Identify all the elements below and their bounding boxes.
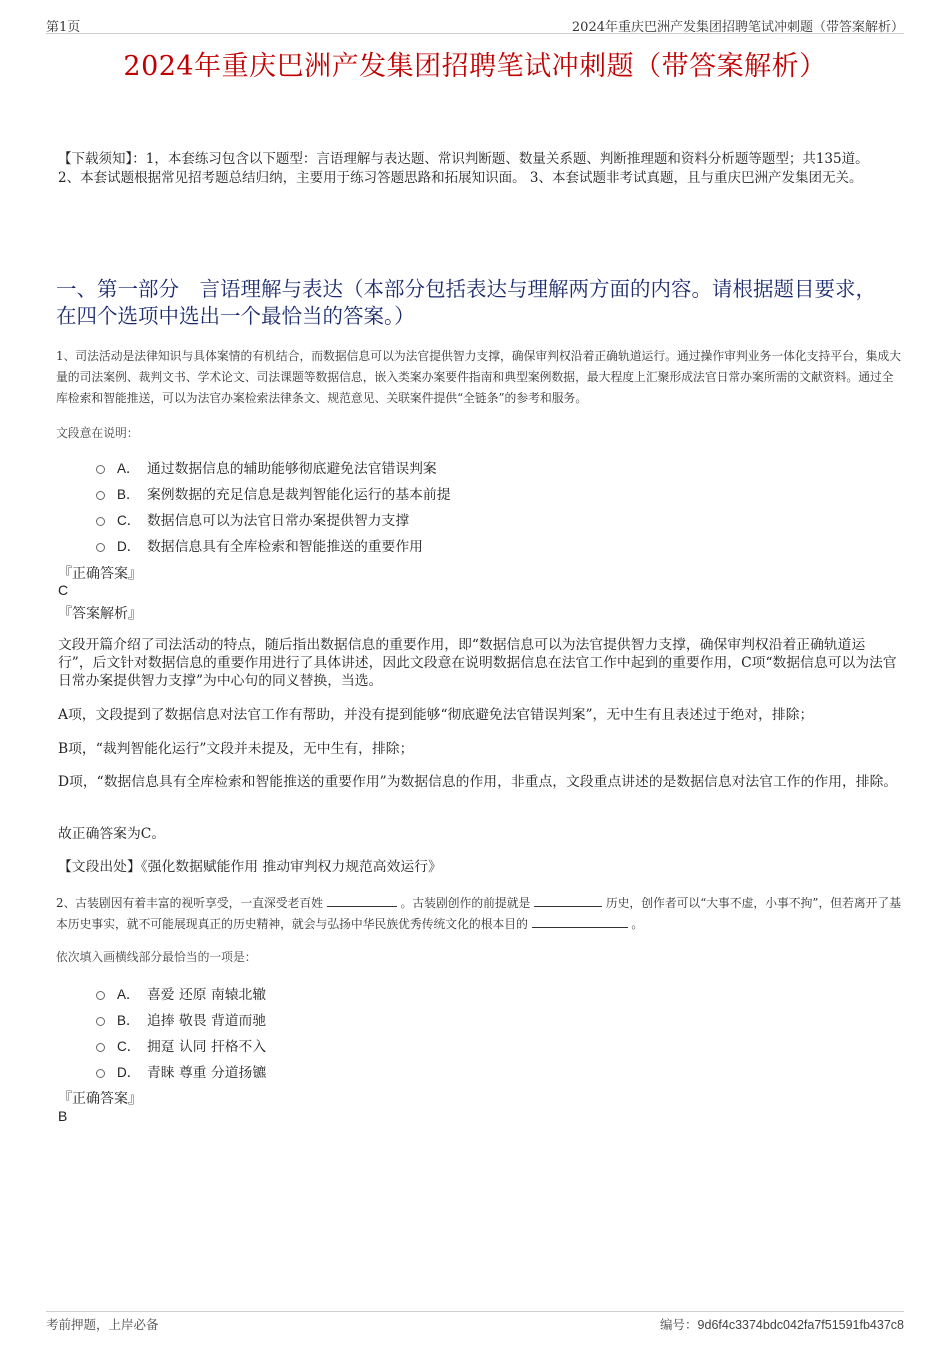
header-doc-title: 2024年重庆巴洲产发集团招聘笔试冲刺题（带答案解析） <box>571 20 904 35</box>
radio-icon[interactable] <box>96 1043 105 1052</box>
question-1-analysis-paragraph: B项，“裁判智能化运行”文段并未提及，无中生有，排除； <box>58 741 414 757</box>
footer-slogan: 考前押题，上岸必备 <box>46 1317 159 1332</box>
radio-icon[interactable] <box>96 1017 105 1026</box>
option-letter: B． <box>117 1013 140 1028</box>
radio-icon[interactable] <box>96 465 105 474</box>
fill-blank-3 <box>532 916 628 928</box>
question-1-answer: C <box>58 582 69 598</box>
option-text: 案例数据的充足信息是裁判智能化运行的基本前提 <box>147 487 451 503</box>
page-number: 第1页 <box>46 20 81 35</box>
option-text: 数据信息具有全库检索和智能推送的重要作用 <box>147 539 423 555</box>
question-1-option-c[interactable] <box>96 509 409 529</box>
question-1-analysis-paragraph: 故正确答案为C。 <box>58 826 166 842</box>
download-notice: 【下载须知】：1，本套练习包含以下题型：言语理解与表达题、常识判断题、数量关系题、判断推理题和资料分析题等题型；共135道。 2、本套试题根据常见招考题总结归纳，主要用于练习答题思路和拓展知识面。 3、本套试题非考试真题，且与重庆巴洲产发集团无关。 <box>58 151 869 186</box>
option-text: 青睐 尊重 分道扬镳 <box>147 1065 267 1081</box>
question-2-option-b[interactable] <box>96 1009 266 1029</box>
question-1-option-d[interactable] <box>96 535 423 555</box>
question-1-prompt: 文段意在说明： <box>56 426 139 440</box>
fill-blank-2 <box>534 895 602 907</box>
question-2-text-part: 2、古装剧因有着丰富的视听享受，一直深受老百姓 <box>56 896 324 910</box>
section-heading: 一、第一部分 言语理解与表达（本部分包括表达与理解两方面的内容。请根据题目要求，在四个选项中选出一个最恰当的答案。） <box>56 277 876 328</box>
question-1-source: 【文段出处】《强化数据赋能作用 推动审判权力规范高效运行》 <box>58 859 442 875</box>
option-letter: D． <box>117 1065 141 1080</box>
question-2-option-c[interactable] <box>96 1035 266 1055</box>
option-text: 通过数据信息的辅助能够彻底避免法官错误判案 <box>147 461 437 477</box>
question-2-option-d[interactable] <box>96 1061 266 1081</box>
radio-icon[interactable] <box>96 991 105 1000</box>
option-text: 追捧 敬畏 背道而驰 <box>147 1013 267 1029</box>
footer-divider <box>46 1311 904 1312</box>
radio-icon[interactable] <box>96 517 105 526</box>
question-2-text-part: 。 <box>631 917 644 931</box>
question-2-prompt: 依次填入画横线部分最恰当的一项是： <box>56 950 257 964</box>
footer-code-label: 编号： <box>660 1317 698 1332</box>
option-letter: D． <box>117 539 141 554</box>
question-2-answer-label: 『正确答案』 <box>58 1091 142 1107</box>
option-text: 拥趸 认同 扞格不入 <box>147 1039 267 1055</box>
option-letter: C． <box>117 513 141 528</box>
question-2-text-part: 历史，创作者可以“大事不虚，小事不拘”，但若离开了基本历史事实，就不可能展现真正的历史精神，就会与弘扬中华民族优秀传统文化的根本目的 <box>56 896 902 931</box>
footer-code <box>660 1315 904 1333</box>
radio-icon[interactable] <box>96 543 105 552</box>
option-letter: A． <box>117 461 140 476</box>
option-letter: B． <box>117 487 140 502</box>
option-text: 数据信息可以为法官日常办案提供智力支撑 <box>147 513 410 529</box>
question-1-option-a[interactable] <box>96 457 437 477</box>
radio-icon[interactable] <box>96 1069 105 1078</box>
header-divider <box>46 33 904 34</box>
question-2-text <box>56 893 902 935</box>
document-title: 2024年重庆巴洲产发集团招聘笔试冲刺题（带答案解析） <box>123 51 827 82</box>
fill-blank-1 <box>327 895 397 907</box>
question-1-answer-label: 『正确答案』 <box>58 566 142 582</box>
question-1-analysis-paragraph: D项，“数据信息具有全库检索和智能推送的重要作用”为数据信息的作用，非重点，文段重点讲述的是数据信息对法官工作的作用，排除。 <box>58 774 898 790</box>
question-1-analysis-paragraph: 文段开篇介绍了司法活动的特点，随后指出数据信息的重要作用，即“数据信息可以为法官提供智力支撑，确保审判权沿着正确轨道运行”，后文针对数据信息的重要作用进行了具体讲述，因此文段意在说明数据信息在法官工作中起到的重要作用，C项“数据信息可以为法官日常办案提供智力支撑”为中心句的同义替换，当选。 <box>58 637 897 689</box>
option-letter: A． <box>117 987 140 1002</box>
option-text: 喜爱 还原 南辕北辙 <box>147 987 267 1003</box>
footer-code-value: 9d6f4c3374bdc042fa7f51591fb437c8 <box>697 1318 904 1332</box>
question-2-text-part: 。古装剧创作的前提就是 <box>400 896 531 910</box>
radio-icon[interactable] <box>96 491 105 500</box>
question-1-text: 1、司法活动是法律知识与具体案情的有机结合，而数据信息可以为法官提供智力支撑，确保审判权沿着正确轨道运行。通过操作审判业务一体化支持平台，集成大量的司法案例、裁判文书、学术论文、司法课题等数据信息，嵌入类案办案要件指南和典型案例数据，最大程度上汇聚形成法官日常办案所需的文献资料。通过全库检索和智能推送，可以为法官办案检索法律条文、规范意见、关联案件提供“全链条”的参考和服务。 <box>56 349 902 405</box>
question-2-option-a[interactable] <box>96 983 266 1003</box>
question-2-answer: B <box>58 1108 68 1124</box>
question-1-analysis-label: 『答案解析』 <box>58 606 142 622</box>
question-1-option-b[interactable] <box>96 483 451 503</box>
option-letter: C． <box>117 1039 141 1054</box>
question-1-analysis-paragraph: A项，文段提到了数据信息对法官工作有帮助，并没有提到能够“彻底避免法官错误判案”，无中生有且表述过于绝对，排除； <box>58 707 814 723</box>
